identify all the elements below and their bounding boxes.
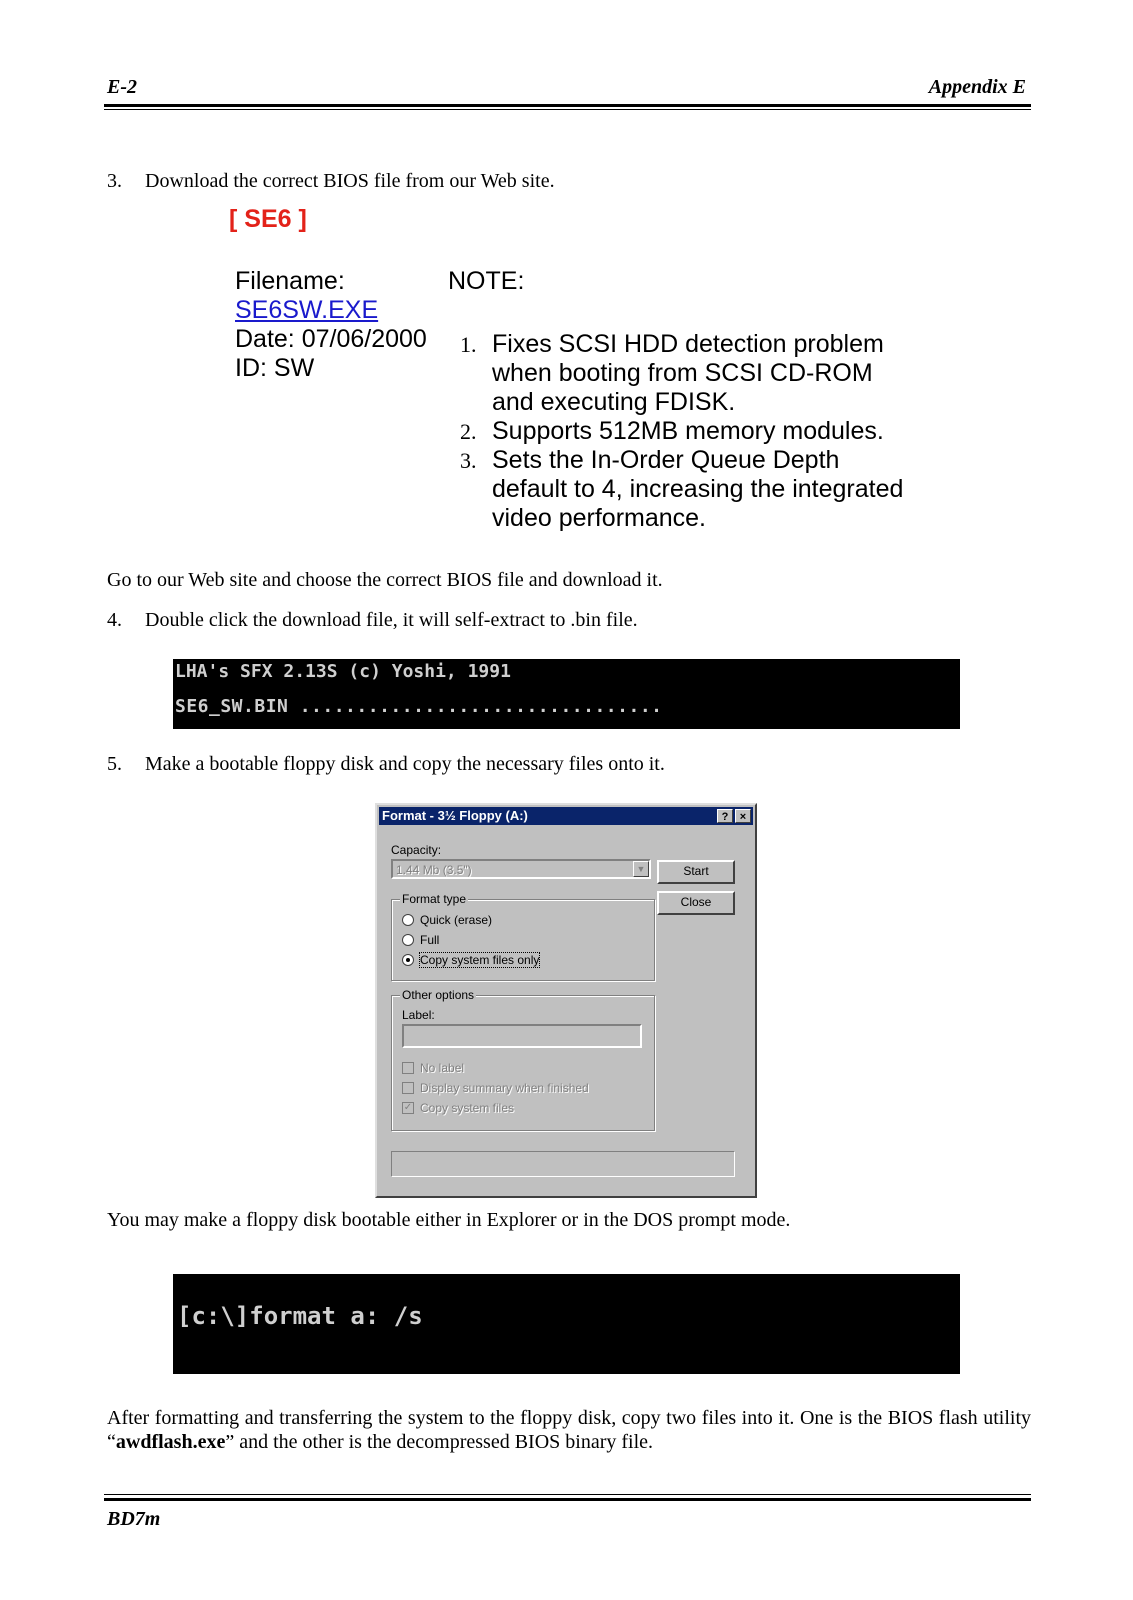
footer-rule-thick xyxy=(104,1498,1031,1501)
header-section-title: Appendix E xyxy=(928,76,1026,98)
header-rule-thick xyxy=(104,104,1031,107)
format-progress-bar xyxy=(391,1151,735,1177)
filename-label: Filename: xyxy=(235,267,345,295)
full-label: Full xyxy=(420,933,440,947)
header-rule-thin xyxy=(104,109,1031,110)
format-type-title: Format type xyxy=(402,892,467,906)
dialog-titlebar xyxy=(379,807,753,825)
note-heading: NOTE: xyxy=(448,267,525,295)
label-input[interactable] xyxy=(402,1024,642,1048)
header-page-number: E-2 xyxy=(107,76,137,98)
bios-note-item: 3. Sets the In-Order Queue Depth default to 4, increasing the integrated video performance. xyxy=(460,446,904,532)
capacity-value: 1.44 Mb (3.5") xyxy=(396,863,472,877)
dialog-title: Format - 3½ Floppy (A:) xyxy=(382,808,528,823)
other-options-title: Other options xyxy=(402,988,475,1002)
bios-download-panel xyxy=(225,205,925,545)
copy-only-radio[interactable] xyxy=(402,954,414,966)
capacity-select[interactable] xyxy=(391,859,651,879)
awdflash-filename: awdflash.exe xyxy=(115,1431,226,1453)
quick-radio[interactable] xyxy=(402,914,414,926)
terminal-line: SE6_SW.BIN ................................ xyxy=(175,696,663,717)
bios-note-item: 2. Supports 512MB memory modules. xyxy=(460,417,884,445)
copy-system-checkbox[interactable]: ✓ xyxy=(403,1102,413,1113)
bios-notes-list xyxy=(460,330,920,533)
explorer-note: You may make a floppy disk bootable either in Explorer or in the DOS prompt mode. xyxy=(107,1209,791,1231)
no-label-text: No label xyxy=(420,1061,465,1075)
no-label-checkbox[interactable] xyxy=(402,1062,414,1074)
format-dialog xyxy=(375,803,757,1198)
help-icon[interactable]: ? xyxy=(717,809,733,823)
quick-label: Quick (erase) xyxy=(420,913,493,927)
other-options-group xyxy=(391,988,655,1131)
step-4-text: Double click the download file, it will self-extract to .bin file. xyxy=(145,609,638,631)
label-field-label: Label: xyxy=(402,1008,435,1022)
capacity-label: Capacity: xyxy=(391,843,442,857)
step-5-text: Make a bootable floppy disk and copy the necessary files onto it. xyxy=(145,753,665,775)
step-3-text: Download the correct BIOS file from our Web site. xyxy=(145,170,555,192)
final-paragraph: After formatting and transferring the system to the floppy disk, copy two files into it. One is the BIOS flash utility “awdflash.exe” and the other is the decompressed BIOS binary file. xyxy=(107,1407,1031,1453)
terminal-line: LHA's SFX 2.13S (c) Yoshi, 1991 xyxy=(175,661,511,682)
footer-rule-thin xyxy=(104,1494,1031,1495)
bios-id: ID: SW xyxy=(235,354,315,382)
step-4-number: 4. xyxy=(107,609,122,631)
display-summary-text: Display summary when finished xyxy=(420,1081,589,1095)
copy-only-label: Copy system files only xyxy=(420,953,540,967)
terminal-line: [c:\]format a: /s xyxy=(177,1302,423,1330)
bios-model-title: [ SE6 ] xyxy=(229,205,307,233)
full-radio[interactable] xyxy=(402,934,414,946)
download-instruction: Go to our Web site and choose the correct BIOS file and download it. xyxy=(107,569,663,591)
bios-note-item: 1. Fixes SCSI HDD detection problem when booting from SCSI CD-ROM and executing FDISK. xyxy=(460,330,884,416)
footer-model: BD7m xyxy=(107,1508,161,1530)
bios-file-info xyxy=(235,267,427,383)
chevron-down-icon[interactable]: ▼ xyxy=(633,861,649,877)
copy-system-text: Copy system files xyxy=(420,1101,515,1115)
self-extract-terminal xyxy=(173,659,960,729)
step-3-number: 3. xyxy=(107,170,122,192)
bios-date: Date: 07/06/2000 xyxy=(235,325,427,353)
format-command-terminal xyxy=(173,1274,960,1374)
step-5-number: 5. xyxy=(107,753,122,775)
display-summary-checkbox[interactable] xyxy=(402,1082,414,1094)
bios-file-link[interactable]: SE6SW.EXE xyxy=(235,296,379,324)
format-type-group xyxy=(391,892,655,981)
close-icon[interactable]: × xyxy=(735,809,751,823)
close-button[interactable]: Close xyxy=(657,891,735,915)
start-button[interactable]: Start xyxy=(657,860,735,884)
